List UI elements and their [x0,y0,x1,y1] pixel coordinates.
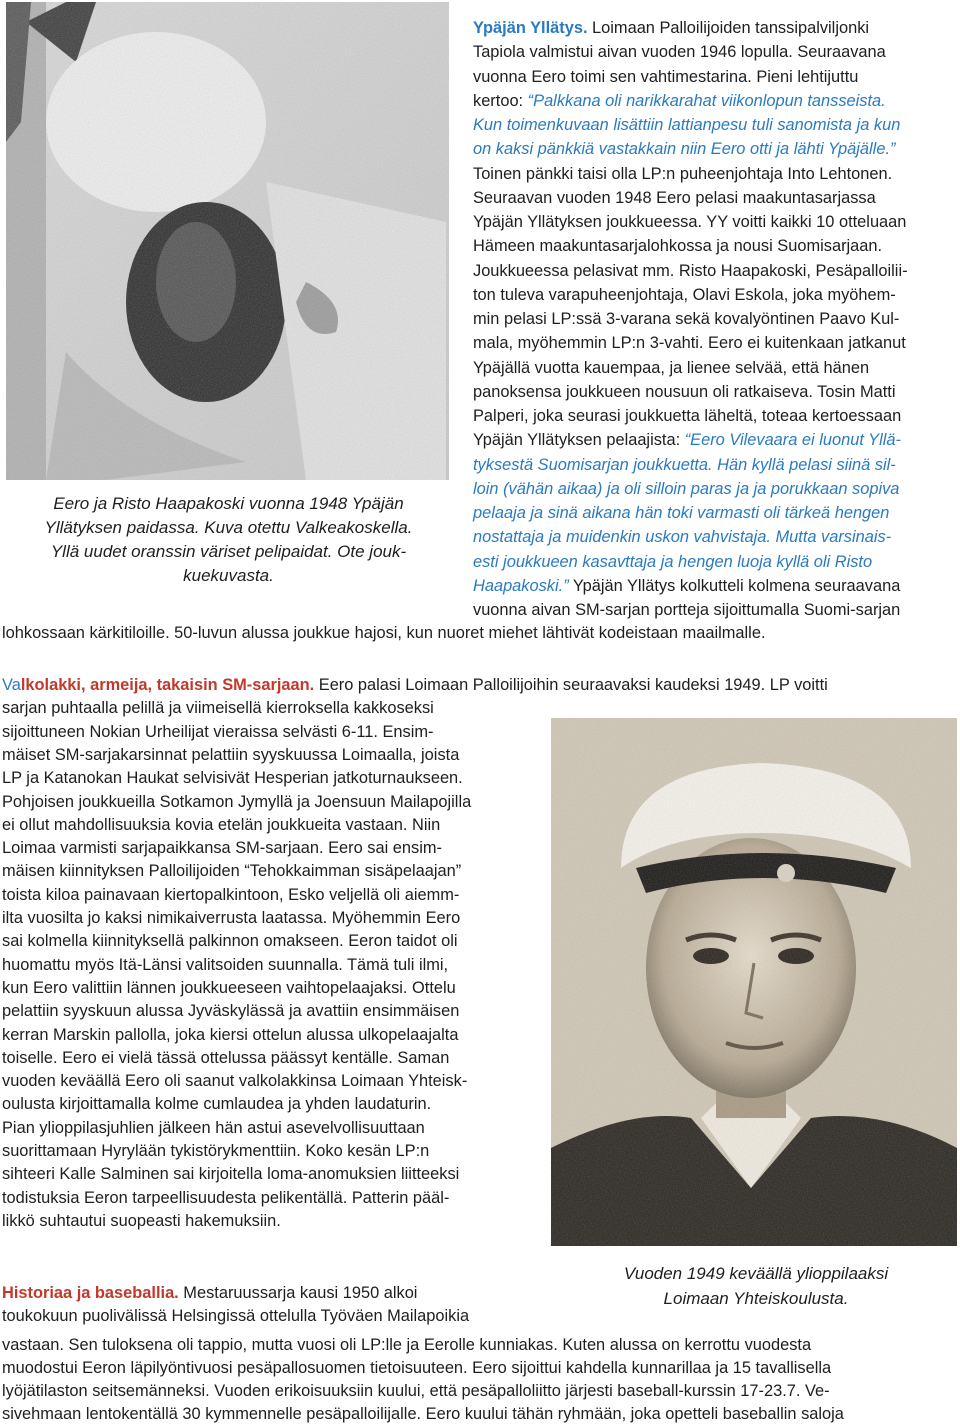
text-run: panoksensa joukkueen nousuun oli ratkaiseva. Tosin Matti [473,382,896,401]
text-line [2,1070,467,1094]
text-line [2,767,463,791]
text-run: toukokuun puolivälissä Helsingissä ottelulla Työväen Mailapoikia [2,1307,470,1325]
text-line [2,884,459,908]
text-run: Ypäjän Yllätys kolkutteli kolmena seuraavana [568,576,901,595]
text-line [473,163,892,187]
text-run: Loimaan Palloilijoiden tanssipalviljonki [587,19,870,37]
text-run: sai kolmella kiinnityksellä palkinnon omakseen. Eeron taidot oli [2,932,458,951]
text-run: huomattu myös Itä-Länsi valitsoiden suunnalla. Tämä tuli ilmi, [2,955,449,974]
text-run: Seuraavan vuoden 1948 Eero pelasi maakuntasarjassa [473,188,876,207]
text-run: ton tuleva varapuheenjohtaja, Olavi Eskola, joka myöhem- [473,285,896,304]
text-run: Historiaa ja baseballia. [2,1284,179,1302]
text-run: nostattaja ja muidenkin uskon vahvistaja. Mutta varsinais- [473,528,892,547]
text-run: lyöjätilaston seitsemänneksi. Vuoden erikoisuuksiin kuului, että pesäpalloliitto järjesti baseball-kurssin 17-23.7. Ve- [2,1382,830,1400]
text-line [473,478,899,502]
text-line [473,187,876,211]
text-line [2,1282,417,1306]
text-line [2,1117,425,1141]
text-line [473,260,908,284]
text-run: LP ja Katanokan Haukat selvisivät Hesperian jatkoturnaukseen. [2,769,463,788]
text-run: sihteeri Kalle Salminen sai kirjoitella loma-anomuksien liitteeksi [2,1165,460,1184]
text-run: oulusta kirjoittamalla kolme cumlaudea ja yhden laudaturin. [2,1095,432,1114]
text-line [473,235,882,259]
text-run: Ypäjän Yllätys. [473,19,588,37]
text-run: “Eero Vilevaara ei luonut Yllä- [684,431,901,450]
text-line [2,1140,429,1164]
text-run: mäiset SM-sarjakarsinnat pelattiin syyskuussa Loimaalla, joista [2,745,460,764]
text-run: Ypäjällä vuotta kauempaa, ja lienee selvää, että hänen [473,358,870,377]
text-line [473,90,886,114]
text-run: Joukkueessa pelasivat mm. Risto Haapakoski, Pesäpalloilii- [473,261,908,280]
text-run: muodostui Eeron läpilyöntivuosi pesäpallosuomen tietoisuuteen. Eero sijoittui kahdella kunnarillaa ja 15 tavallisella [2,1359,832,1377]
text-run: sarjan puhtaalla pelillä ja viimeisellä kierroksella kakkoseksi [2,699,434,718]
caption-line: Yllä uudet oranssin väriset pelipaidat. Ote jouk- [50,542,407,561]
text-run: suorittamaan Hyrylään tykistörykmenttiin. Koko kesän LP:n [2,1142,430,1160]
caption-line: Yllätyksen paidassa. Kuva otettu Valkeakoskella. [44,518,413,537]
text-run: Ypäjän Yllätyksen joukkueessa. YY voitti kaikki 10 otteluaan [473,213,907,231]
text-run: on kaksi pänkkiä vastakkain niin Eero otti ja lähti Ypäjälle.” [473,140,896,159]
text-line [2,814,440,838]
text-line [473,66,858,90]
text-line [2,977,456,1001]
text-run: vuoden keväällä Eero oli saanut valkolakkinsa Loimaan Yhteisk- [2,1072,468,1091]
text-run: likkö suhtautui suopeasti hakemuksiin. [2,1211,281,1230]
text-line [473,599,900,623]
text-run: Tapiola valmistui aivan vuoden 1946 lopulla. Seuraavana [473,43,886,62]
text-run: ilta vuosilta jo kaksi nimikaiverrusta laatassa. Myöhemmin Eero [2,909,461,927]
text-line [473,502,889,526]
text-run: pelattiin syyskuun alussa Jyväskylässä ja avattiin ensimmäisen [2,1002,460,1021]
text-run: Eero palasi Loimaan Palloilijoihin seuraavaksi kaudeksi 1949. LP voitti [314,676,828,694]
text-run: mäisen kiinnityksen Palloilijoiden “Tehokkaimman sisäpelaajan” [2,862,462,881]
text-line [2,1093,431,1117]
text-line [2,1403,844,1427]
text-line [473,454,896,478]
text-run: Loimaa varmisti sarjapaikkansa SM-sarjaan. Eero sai ensim- [2,839,442,858]
text-line [2,907,460,931]
text-run: todistuksia Eeron tarpeellisuudesta pelikentällä. Patterin pääl- [2,1188,450,1207]
text-line [2,1380,830,1404]
caption-line: Eero ja Risto Haapakoski vuonna 1948 Ypäjän [53,494,404,513]
text-line [473,308,899,332]
text-line [2,860,461,884]
text-run: Haapakoski.” [473,576,569,595]
text-run: ei ollut mahdollisuuksia kovia etelän joukkueita vastaan. Niin [2,815,441,834]
photo-players-1948 [6,2,449,480]
text-run: Pian ylioppilasjuhlien jälkeen hän astui asevelvollisuuttaan [2,1118,425,1137]
text-line [2,930,458,954]
text-run: sijoittuneen Nokian Urheilijat vieraissa selvästi 6-11. Ensim- [2,722,434,741]
text-run: Hämeen maakuntasarjalohkossa ja nousi Suomisarjaan. [473,237,883,256]
text-line [2,1334,811,1358]
text-line [2,744,459,768]
text-line [2,1047,449,1071]
text-run: Kun toimenkuvaan lisättiin lattianpesu tuli sanomista ja kun [473,116,901,134]
text-line [473,332,906,356]
text-line [2,1163,459,1187]
text-line [2,674,828,698]
caption-line: Vuoden 1949 keväällä ylioppilaaksi [623,1264,889,1283]
caption-line: kuekuvasta. [183,566,274,585]
text-run: toista kiloa painavaan kiertopalkintoon, Esko veljellä oli aiemm- [2,885,460,904]
text-line [473,405,901,429]
text-run: Va [2,676,21,694]
text-run: Ypäjän Yllätyksen pelaajista: [473,431,685,450]
text-line [473,284,896,308]
text-line [2,721,434,745]
text-line [2,954,448,978]
text-line [2,1024,458,1048]
text-run: Pohjoisen joukkueilla Sotkamon Jymyllä ja Joensuun Mailapojilla [2,792,472,811]
portrait-photo-1949 [551,718,957,1246]
text-line [2,1357,831,1381]
text-line [473,526,891,550]
text-run: pelaaja ja sinä aikana hän toki varmasti oli tärkeä hengen [473,504,890,522]
text-line [2,697,434,721]
text-run: esti joukkueen kasavttaja ja hengen luoja kyllä oli Risto [473,552,873,571]
text-run: loin (vähän aikaa) ja oli silloin paras ja ja porukkaan sopiva [473,479,900,498]
text-run: sivehmaan lentokentällä 30 kymmennelle pesäpalloilijalle. Eero kuului tähän ryhmään, joka opetteli baseballin saloja [2,1405,844,1423]
text-line [473,138,895,162]
text-line [2,622,766,646]
text-run: kerran Marskin pallolla, joka kiersi ottelun alussa ulkopelaajalta [2,1025,459,1044]
text-run: lohkossaan kärkitiloille. 50-luvun alussa joukkue hajosi, kun nuoret miehet lähtivät kodeistaan maailmalle. [2,624,766,642]
text-run: Mestaruussarja kausi 1950 alkoi [178,1284,418,1302]
text-run: kun Eero valittiin lännen joukkueeseen vaihtopelaajaksi. Ottelu [2,978,456,997]
text-line [473,211,906,235]
text-line [2,1000,459,1024]
text-run: Toinen pänkki taisi olla LP:n puheenjohtaja Into Lehtonen. [473,164,893,183]
text-run: Palperi, joka seurasi joukkuetta läheltä, toteaa kertoessaan [473,407,902,425]
text-run: vastaan. Sen tuloksena oli tappio, mutta vuosi oli LP:lle ja Eerolle kunniakas. Kuten alussa on kerrottu vuodesta [2,1336,812,1354]
text-run: mala, myöhemmin LP:n 3-vahti. Eero ei kuitenkaan jatkanut [473,334,906,353]
text-line [2,1187,449,1211]
text-line [2,791,471,815]
text-line [473,114,900,138]
text-line [473,381,895,405]
text-line [2,1305,469,1329]
text-run: min pelasi LP:ssä 3-varana sekä kovalyöntinen Paavo Kul- [473,310,900,328]
text-line [473,41,886,65]
caption-line: Loimaan Yhteiskoulusta. [663,1289,849,1308]
text-run: “Palkkana oli narikkarahat viikonlopun tansseista. [527,91,886,110]
text-run: tyksestä Suomisarjan joukkuetta. Hän kyllä pelasi siinä sil- [473,455,896,474]
text-line [473,429,901,453]
text-run: kertoo: [473,91,528,110]
text-run: toiselle. Eero ei vielä tässä ottelussa päässyt kentälle. Saman [2,1048,450,1067]
text-line [473,575,900,599]
text-line [473,357,869,381]
text-run: vuonna aivan SM-sarjan portteja sijoittumalla Suomi-sarjan [473,601,901,619]
text-line [2,837,442,861]
text-run: vuonna Eero toimi sen vahtimestarina. Pieni lehtijuttu [473,67,859,86]
text-line [2,1210,281,1234]
text-run: lkolakki, armeija, takaisin SM-sarjaan. [20,676,315,694]
text-line [473,551,872,575]
text-line [473,17,869,41]
